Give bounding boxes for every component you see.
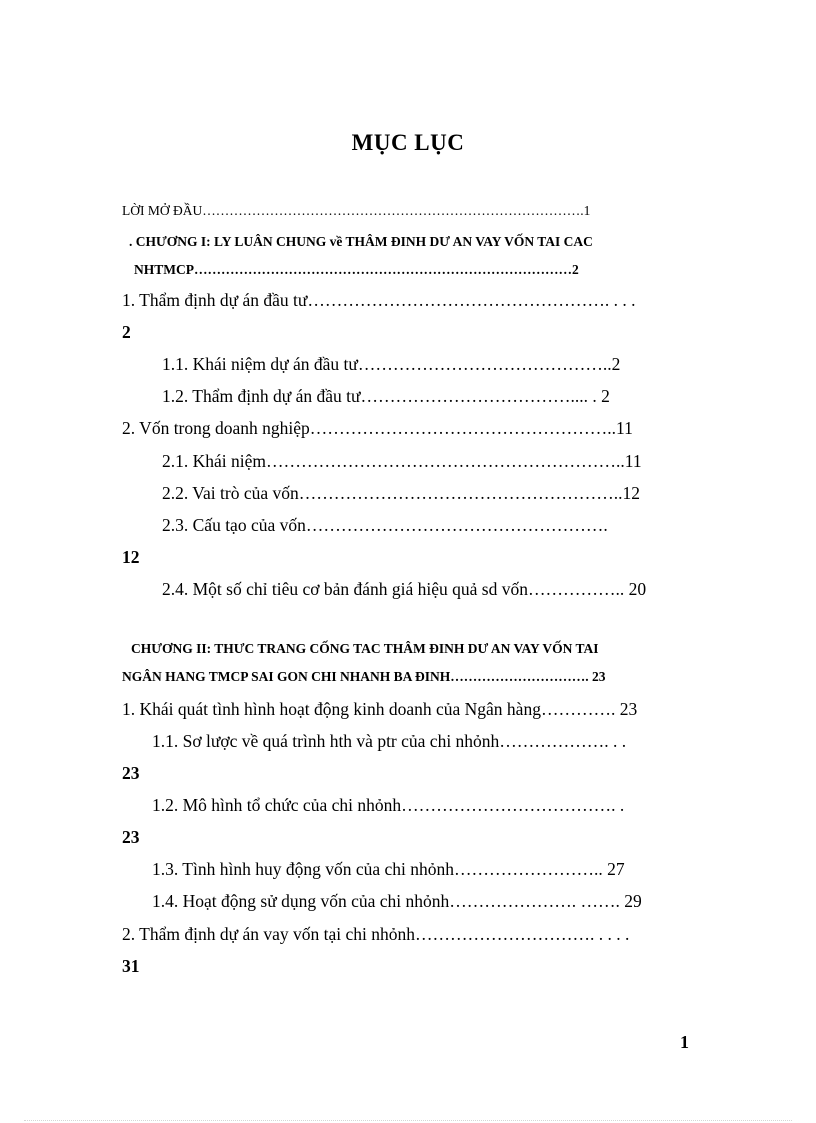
- page-number: 1: [680, 1032, 689, 1052]
- toc-entry: 1.2. Thẩm định dự án đầu tư……………………………….... . 2: [162, 386, 610, 406]
- toc-entry: 2. Thẩm định dự án vay vốn tại chi nhỏnh…………………………. . . . .: [122, 924, 630, 944]
- toc-entry: 2.4. Một số chỉ tiêu cơ bản đánh giá hiệu quả sd vốn…………….. 20: [162, 579, 647, 599]
- toc-entry: 23: [122, 763, 140, 783]
- toc-entry: 1.4. Hoạt động sử dụng vốn của chi nhỏnh…………………. ……. 29: [152, 891, 642, 911]
- toc-entry: . CHƯƠNG I: LY LUÂN CHUNG về THÂM ĐINH DƯ AN VAY VỐN TAI CAC: [129, 234, 593, 249]
- toc-entry: 1.2. Mô hình tổ chức của chi nhỏnh………………………………. .: [152, 795, 625, 815]
- page-title: MỤC LỤC: [351, 130, 465, 155]
- toc-entry: NGÂN HANG TMCP SAI GON CHI NHANH BA ĐINH…………………………. 23: [122, 669, 606, 684]
- toc-entry: 23: [122, 827, 140, 847]
- page-bottom-rule: [24, 1120, 792, 1121]
- toc-entry: 1.1. Khái niệm dự án đầu tư……………………………………..2: [162, 354, 621, 374]
- toc-entry: 31: [122, 956, 140, 976]
- toc-entry: 1. Khái quát tình hình hoạt động kinh doanh của Ngân hàng…………. 23: [122, 699, 638, 719]
- toc-entry: 2.3. Cấu tạo của vốn…………………………………………….: [162, 515, 608, 535]
- toc-entry: CHƯƠNG II: THƯC TRANG CỐNG TAC THÂM ĐINH DƯ AN VAY VỐN TAI: [131, 641, 599, 656]
- toc-entry: 2. Vốn trong doanh nghiệp……………………………………………..11: [122, 418, 633, 438]
- toc-entry: 2.2. Vai trò của vốn………………………………………………..12: [162, 483, 640, 503]
- toc-entry: 12: [122, 547, 140, 567]
- toc-entry: LỜI MỞ ĐẦU………………………………………………………………………….1: [122, 203, 591, 218]
- toc-entry: NHTMCP…………………………………………………………………………2: [134, 262, 579, 277]
- toc-entry: 1.1. Sơ lược về quá trình hth và ptr của chi nhỏnh………………. . .: [152, 731, 627, 751]
- toc-entry: 2: [122, 322, 131, 342]
- toc-entry: 1.3. Tình hình huy động vốn của chi nhỏnh…………………….. 27: [152, 859, 625, 879]
- toc-entry: 1. Thẩm định dự án đầu tư……………………………………………. . . .: [122, 290, 636, 310]
- toc-entry: 2.1. Khái niệm……………………………………………………..11: [162, 451, 642, 471]
